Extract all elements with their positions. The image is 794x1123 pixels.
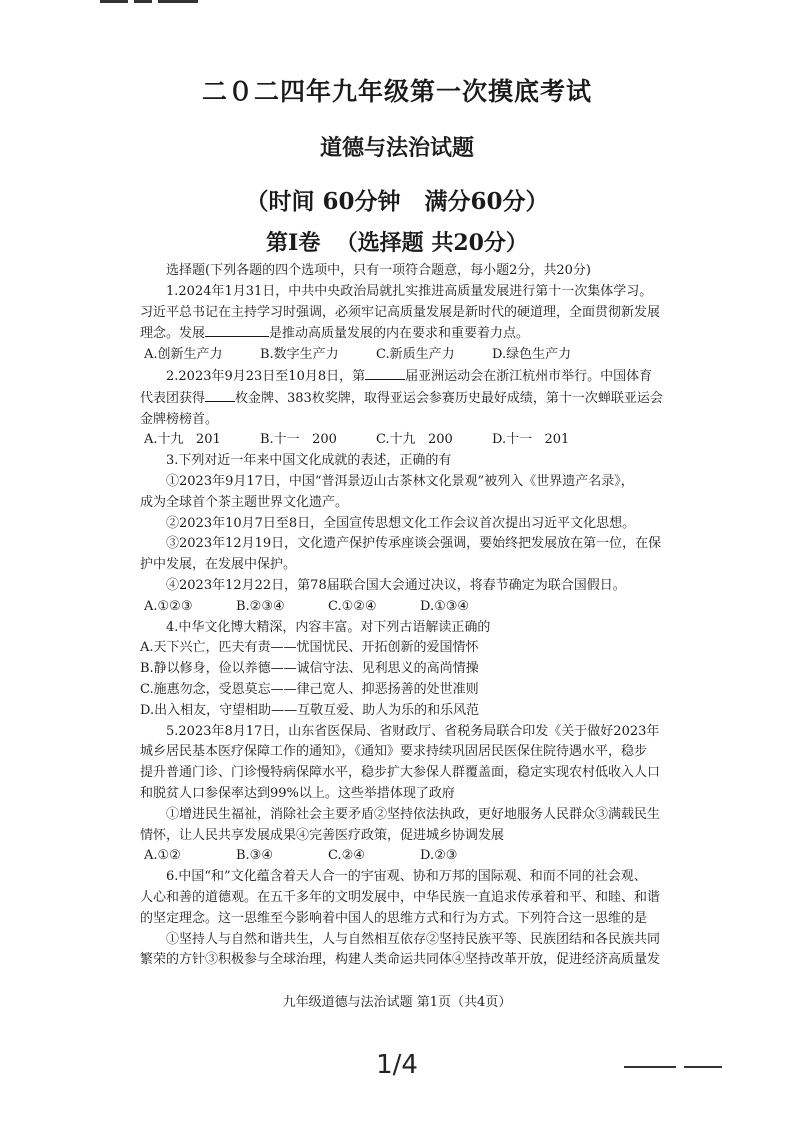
option-b: B.数字生产力: [260, 347, 339, 363]
option-c: C.②④: [328, 848, 365, 864]
q1-line: 习近平总书记在主持学习时强调，必须牢记高质量发展是新时代的硬道理，全面贯彻新发展: [140, 304, 661, 320]
q2-text-post: 届亚洲运动会在浙江杭州市举行。中国体育: [405, 368, 653, 384]
option-d: D.十一 201: [492, 432, 570, 448]
q4-stem: 4.中华文化博大精深，内容丰富。对下列古语解读正确的: [166, 619, 491, 635]
q3-statement: ②2023年10月7日至8日，全国宣传思想文化工作会议首次提出习近平文化思想。: [166, 515, 636, 531]
fill-blank: [205, 388, 235, 402]
q2-text-pre: 2.2023年9月23日至10月8日，第: [166, 368, 366, 384]
exam-title: 二０二四年九年级第一次摸底考试: [201, 77, 592, 106]
question-3: [140, 451, 696, 617]
option-c: C.施惠勿念，受恩莫忘——律己宽人、抑恶扬善的处世准则: [140, 681, 479, 697]
q5-line: 5.2023年8月17日，山东省医保局、省财政厅、省税务局联合印发《关于做好2023年: [166, 723, 660, 739]
q6-statement: 繁荣的方针③积极参与全球治理，构建人类命运共同体④坚持改革开放，促进经济高质量发: [140, 952, 661, 968]
q5-statement: ①增进民生福祉，消除社会主要矛盾②坚持依法执政，更好地服务人民群众③满载民生: [166, 806, 661, 822]
q2-line: [140, 366, 696, 388]
question-content: [140, 261, 696, 971]
exam-time-info: （时间 60分钟 满分60分）: [245, 188, 549, 215]
option-a: A.创新生产力: [144, 347, 223, 363]
option-a: A.①②: [144, 848, 181, 864]
q3-statement: ④2023年12月22日，第78届联合国大会通过决议，将春节确定为联合国假日。: [166, 577, 626, 593]
option-c: C.新质生产力: [376, 347, 455, 363]
option-d: D.出入相友，守望相助——互敬互爱、助人为乐的和乐风范: [140, 702, 480, 718]
question-5: [140, 722, 696, 868]
option-a: A.天下兴亡，匹夫有责——忧国忧民、开拓创新的爱国情怀: [140, 640, 479, 656]
q1-options: [140, 345, 696, 366]
option-d: D.②③: [420, 848, 458, 864]
q1-line: [140, 323, 696, 345]
option-a: A.①②③: [144, 598, 193, 614]
q6-line: 人心和善的道德观。在五千多年的文明发展中，中华民族一直追求传承着和平、和睦、和谐: [140, 889, 661, 905]
q1-text-pre: 理念。发展: [140, 326, 206, 342]
option-b: B.静以修身，俭以养德——诚信守法、见利思义的高尚情操: [140, 661, 479, 677]
q6-line: 6.中国“和”文化蕴含着天人合一的宇宙观、协和万邦的国际观、和而不同的社会观、: [166, 869, 647, 885]
q3-options: [140, 597, 696, 618]
q2-line: 金牌榜榜首。: [140, 411, 219, 427]
q1-line: 1.2024年1月31日，中共中央政治局就扎实推进高质量发展进行第十一次集体学习。: [166, 283, 653, 299]
q5-line: 城乡居民基本医疗保障工作的通知》，《通知》要求持续巩固居民医保住院待遇水平，稳步: [140, 744, 648, 760]
q6-statement: ①坚持人与自然和谐共生，人与自然相互依存②坚持民族平等、民族团结和各民族共同: [166, 931, 661, 947]
q3-statement: ①2023年9月17日，中国“普洱景迈山古茶林文化景观”被列入《世界遗产名录》，: [166, 473, 634, 489]
option-a: A.十九 201: [144, 432, 221, 448]
page-indicator: 1/4: [376, 1050, 418, 1080]
question-2: [140, 366, 696, 451]
question-1: [140, 282, 696, 366]
q5-statement: 情怀，让人民共享发展成果④完善医疗政策，促进城乡协调发展: [140, 827, 505, 843]
q1-text-post: 是推动高质量发展的内在要求和重要着力点。: [269, 326, 530, 342]
option-b: B.③④: [236, 848, 273, 864]
exam-subject: 道德与法治试题: [319, 135, 474, 161]
option-d: D.①③④: [420, 598, 470, 614]
option-b: B.十一 200: [260, 432, 337, 448]
option-c: C.十九 200: [376, 432, 453, 448]
q2-text-pre: 代表团获得: [140, 390, 206, 406]
section-heading: 第Ⅰ卷 （选择题 共20分）: [266, 230, 528, 256]
fill-blank: [205, 323, 269, 337]
q5-options: [140, 846, 696, 867]
q6-line: 的坚定理念。这一思维至今影响着中国人的思维方式和行为方式。下列符合这一思维的是: [140, 910, 648, 926]
q3-statement: 成为全球首个茶主题世界文化遗产。: [140, 494, 349, 510]
instructions: 选择题(下列各题的四个选项中，只有一项符合题意，每小题2分，共20分): [166, 263, 591, 278]
scan-artifact-top: [100, 0, 220, 6]
q5-line: 和脱贫人口参保率达到99%以上。这些举措体现了政府: [140, 785, 455, 801]
option-b: B.②③④: [236, 598, 285, 614]
q3-statement: ③2023年12月19日，文化遗产保护传承座谈会强调，要始终把发展放在第一位，在保: [166, 536, 662, 552]
page-footer: 九年级道德与法治试题 第1页（共4页）: [282, 995, 512, 1010]
q3-stem: 3.下列对近一年来中国文化成就的表述，正确的有: [166, 453, 452, 469]
q5-line: 提升普通门诊、门诊慢特病保障水平，稳步扩大参保人群覆盖面，稳定实现农村低收入人口: [140, 765, 661, 781]
question-4: [140, 618, 696, 722]
q2-options: [140, 430, 696, 451]
q2-line: [140, 388, 696, 410]
q3-statement: 护中发展，在发展中保护。: [140, 557, 297, 573]
fill-blank: [365, 366, 405, 380]
q2-text-post: 枚金牌、383枚奖牌，取得亚运会参赛历史最好成绩，第十一次蝉联亚运会: [235, 390, 663, 406]
option-c: C.①②④: [328, 598, 377, 614]
option-d: D.绿色生产力: [492, 347, 572, 363]
question-6: [140, 867, 696, 971]
